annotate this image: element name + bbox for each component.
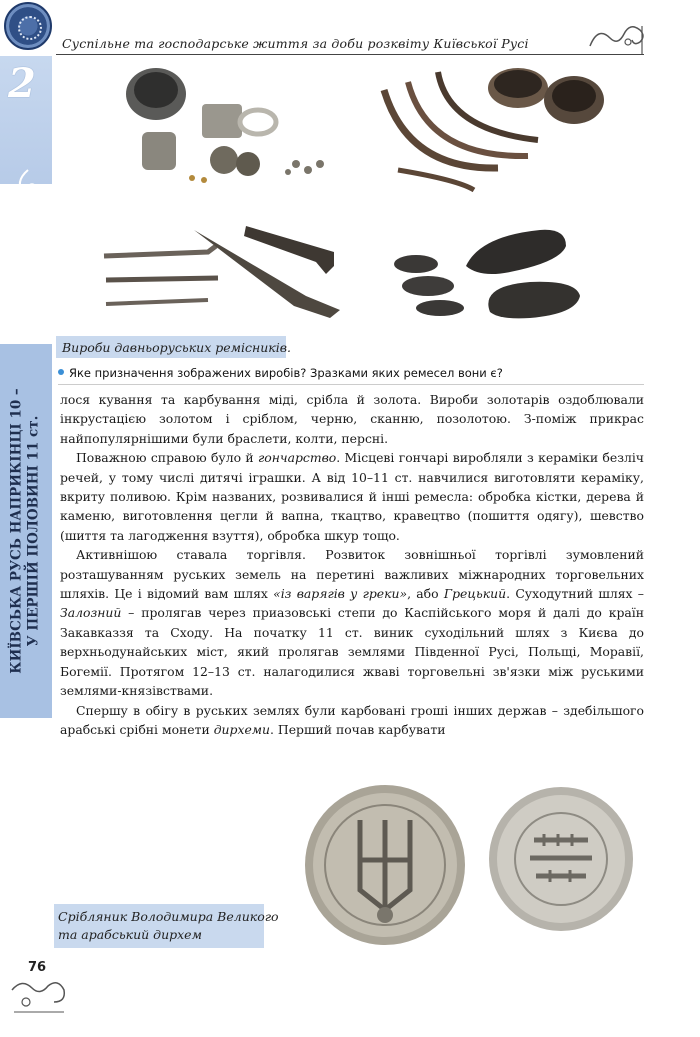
question-text: Яке призначення зображених виробів? Зразками яких ремесел вони є? xyxy=(69,366,503,380)
term-greek-route: Грецький xyxy=(443,586,507,602)
paragraph-2: Поважною справою було й гончарство. Місцеві гончарі виробляли з кераміки безліч речей, у тому числі дитячі іграшки. А від 10–11 ст. навчилися виготовляти кераміку, вкриту поливою. Крім названих, розвивалися й інші ремесла: обробка кістки, дерева й каменю, виготовлення цегли й вапна, ткацтво, кравецтво (пошиття одягу), шевство (шиття та лагодження взуття), обробка шкур тощо. xyxy=(60,450,644,543)
header-rule xyxy=(56,54,644,55)
paragraph-1: лося кування та карбування міді, срібла й золота. Вироби золотарів оздоблювали інкрустацією золотом і сріблом, черню, сканню, позолотою. З-поміж прикрас найпопулярнішими були браслети, колти, персні. xyxy=(60,392,644,446)
body-text xyxy=(60,390,644,739)
side-label-line1: КИЇВСЬКА РУСЬ НАПРИКІНЦІ 10 – xyxy=(9,388,25,674)
swirl-ornament-icon xyxy=(10,168,46,238)
page-number: 76 xyxy=(28,960,47,975)
sickles-photo xyxy=(378,60,608,200)
ornament-icon xyxy=(588,16,648,56)
figure-caption: Вироби давньоруських ремісників. xyxy=(62,340,291,355)
paragraph-3: Активнішою ставала торгівля. Розвиток зовнішньої торгівлі зумовлений розташуванням руських земель на перетині важливих міжнародних торговельних шляхів. Це і відомий вам шлях «із варягів у греки», або Грецький. Суходутний шлях – Залозний – пролягав через приазовські степи до Каспійського моря й далі до країн Закавказзя та Сходу. На початку 11 ст. виник суходільний шлях з Києва до верхньодунайських міст, який пролягав землями Південної Русі, Польщі, Моравії, Богемії. Протягом 12–13 ст. налагодилися жваві торговельні зв'язки між руськими землями-князівствами. xyxy=(60,547,645,699)
side-label xyxy=(2,344,50,718)
separator xyxy=(58,384,644,385)
bullet-icon xyxy=(58,369,64,375)
running-title: Суспільне та господарське життя за доби розквіту Київської Русі xyxy=(62,36,529,51)
page-header xyxy=(0,0,700,58)
chapter-number: 2 xyxy=(8,60,36,107)
tools-photo xyxy=(98,222,348,326)
jewelry-photo xyxy=(120,60,330,194)
srebrenik-coin-photo xyxy=(300,780,470,950)
dirham-coin-photo xyxy=(486,784,636,934)
term-dirham: дирхеми xyxy=(213,721,271,737)
figure-question xyxy=(58,366,503,380)
shoes-photo xyxy=(390,216,586,324)
term-zaloznyi-route: Залозний xyxy=(60,605,122,621)
term-pottery: гончарство xyxy=(257,450,337,466)
paragraph-4: Спершу в обігу в руських землях були карбовані гроші інших держав – здебільшого арабські срібні монети дирхеми. Перший почав карбувати xyxy=(60,702,644,737)
emblem-icon xyxy=(4,2,52,50)
side-label-line2: У ПЕРШІЙ ПОЛОВИНІ 11 ст. xyxy=(26,415,42,647)
term-varangian-route: «із варягів у греки» xyxy=(273,586,408,602)
coin-caption: Срібляник Володимира Великого та арабський дирхем xyxy=(58,909,279,942)
footer-ornament-icon xyxy=(8,976,68,1016)
